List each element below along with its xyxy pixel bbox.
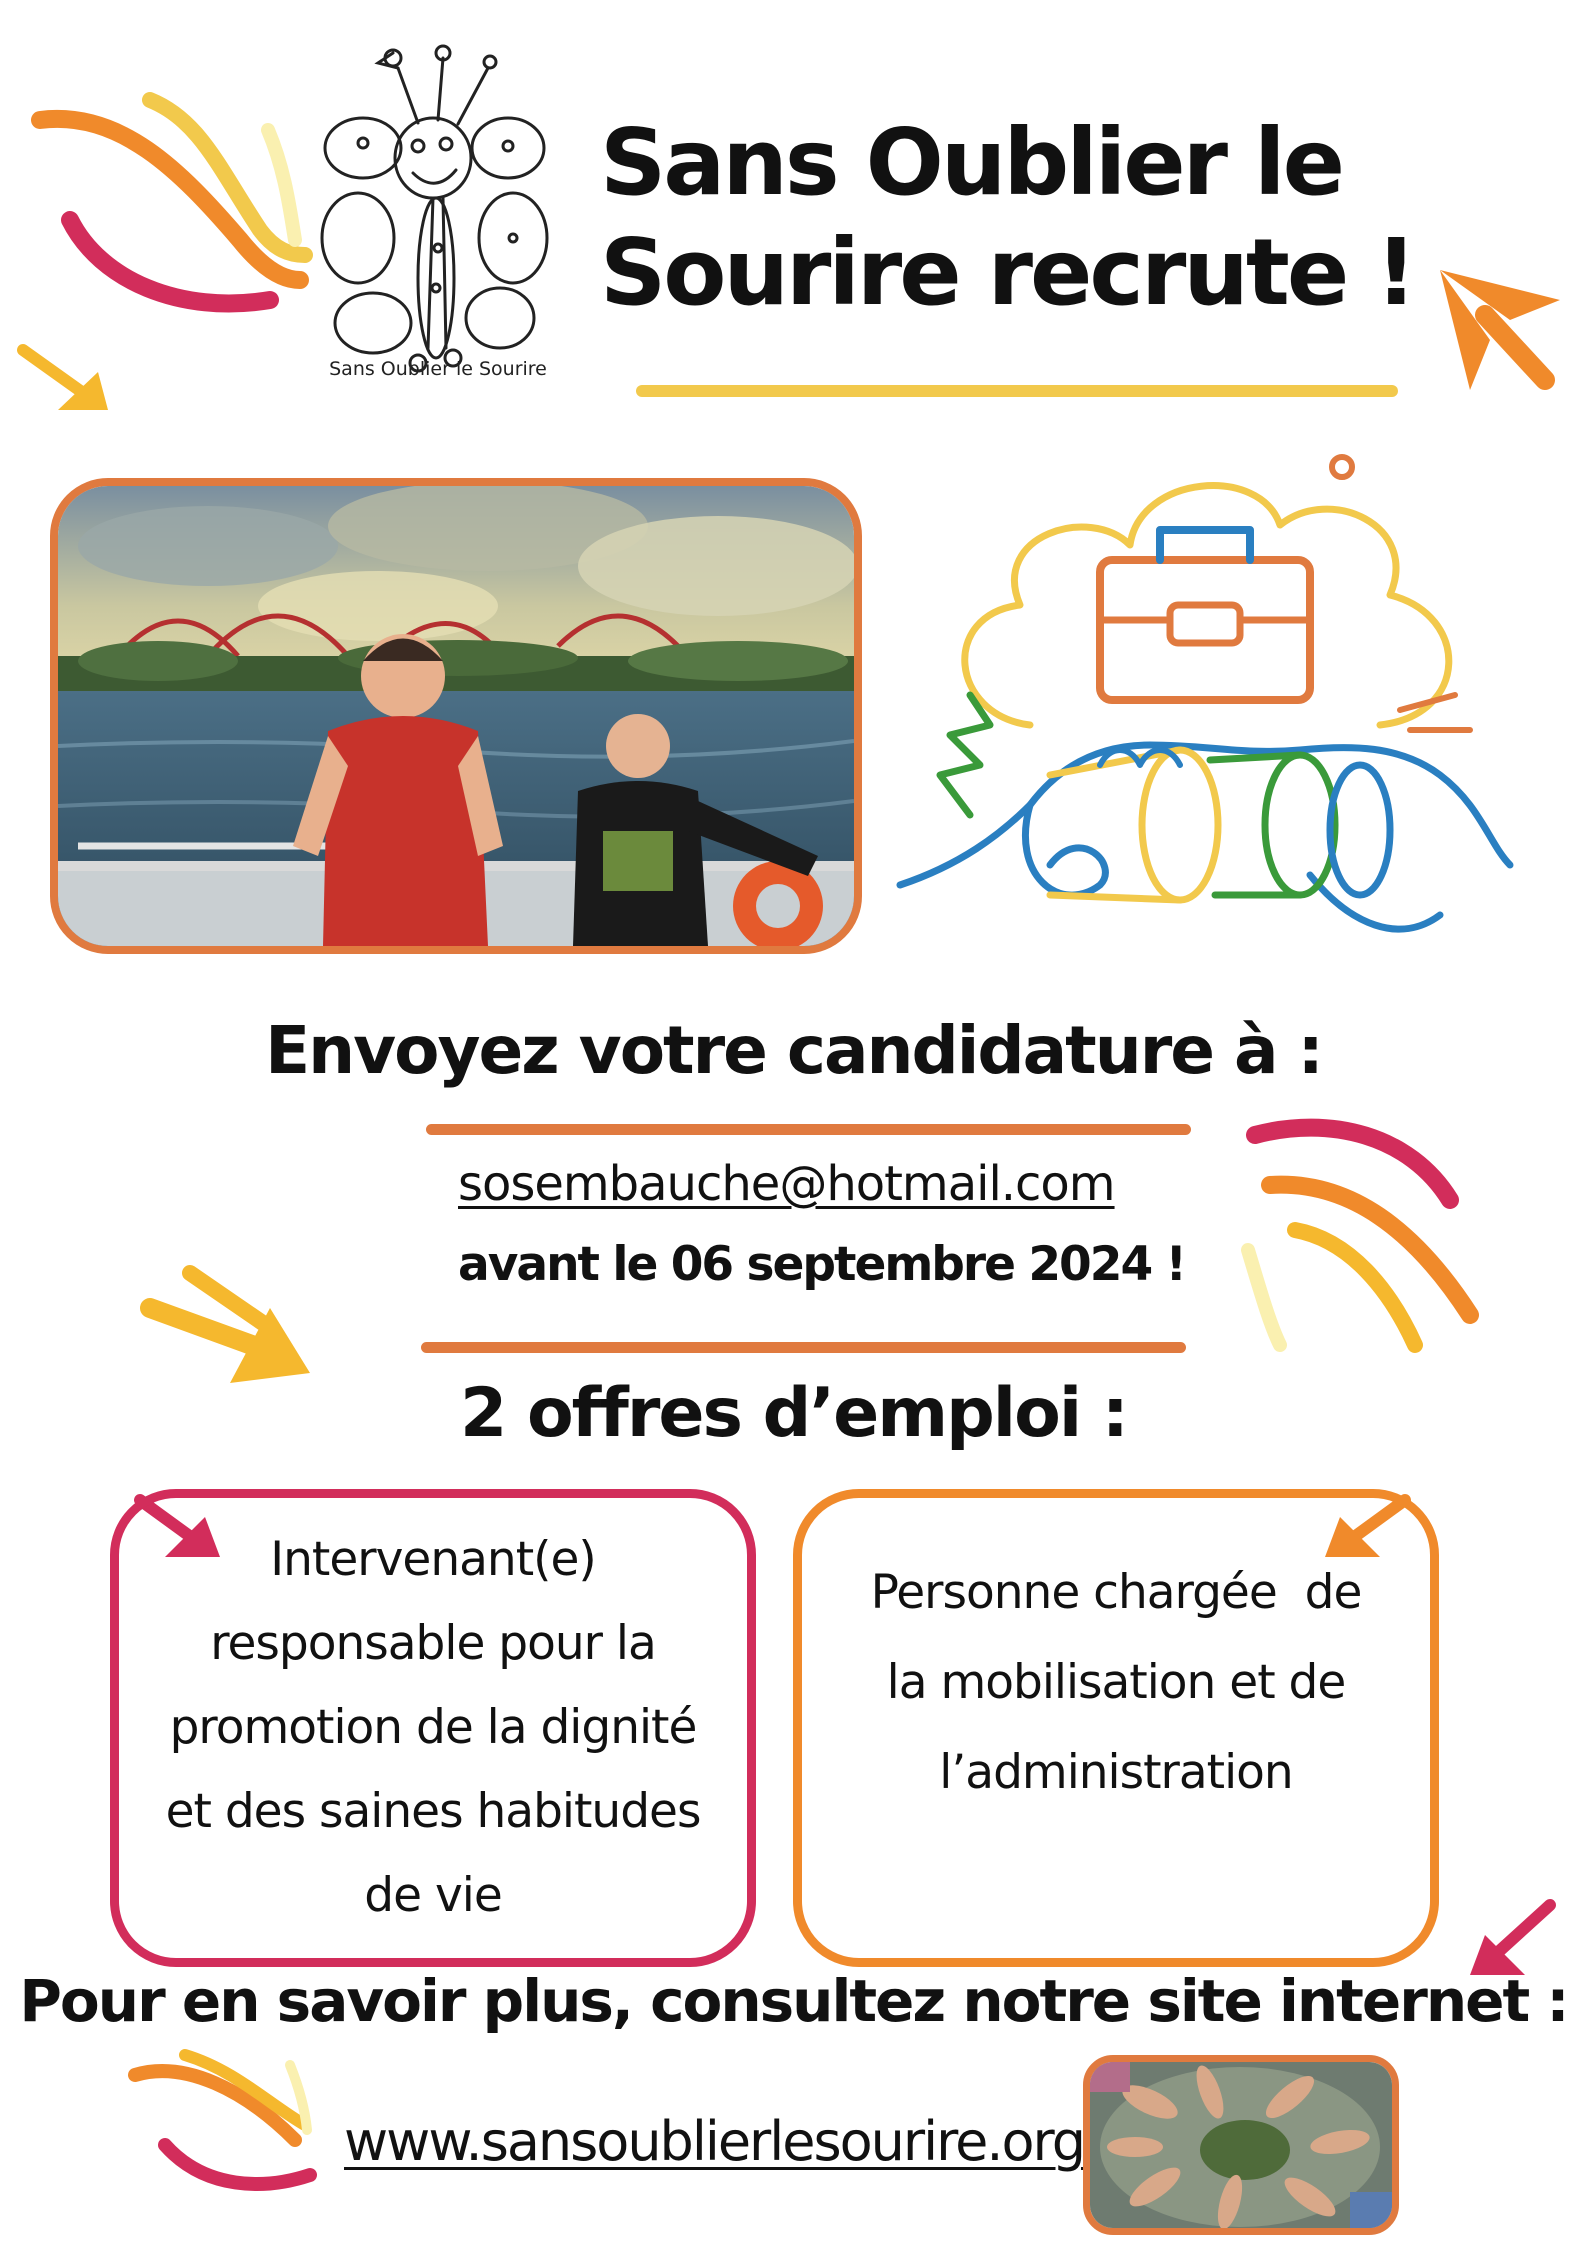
job-offer-1-line: promotion de la dignité	[169, 1700, 697, 1755]
swoosh-middle-right-decoration	[1240, 1110, 1500, 1360]
job-offer-1-line: responsable pour la	[210, 1616, 656, 1671]
boat-photo-illustration	[58, 486, 854, 946]
job-offer-2-line: la mobilisation et de	[886, 1655, 1346, 1710]
boat-photo	[50, 478, 862, 954]
apply-heading: Envoyez votre candidature à :	[265, 1012, 1322, 1089]
title-underline	[636, 385, 1398, 397]
offers-heading: 2 offres d’emploi :	[459, 1374, 1128, 1453]
more-info-heading: Pour en savoir plus, consultez notre site internet :	[19, 1967, 1568, 2035]
contact-email-link[interactable]: sosembauche@hotmail.com	[458, 1156, 1115, 1212]
hands-circle-photo	[1083, 2055, 1399, 2235]
job-offer-card-1	[110, 1489, 756, 1967]
hands-circle-photo-illustration	[1090, 2062, 1392, 2228]
application-deadline: avant le 06 septembre 2024 !	[458, 1237, 1185, 1292]
job-offer-2-text	[871, 1548, 1362, 1818]
website-link[interactable]: www.sansoublierlesourire.org	[344, 2110, 1085, 2173]
job-offer-2-line: Personne chargée de	[870, 1565, 1362, 1620]
divider-bottom	[421, 1342, 1186, 1353]
arrow-icon-top-left	[18, 340, 118, 420]
job-offer-1-line: et des saines habitudes	[165, 1784, 701, 1839]
job-offer-2-line: l’administration	[939, 1745, 1293, 1800]
butterfly-logo-icon	[318, 28, 558, 388]
job-offer-1-line: de vie	[364, 1868, 502, 1923]
page-title	[600, 108, 1500, 328]
job-offer-1-line: Intervenant(e)	[270, 1532, 596, 1587]
briefcase-illustration	[880, 445, 1520, 1005]
job-offer-1-text	[166, 1518, 701, 1938]
arrow-icon-middle-left	[140, 1268, 320, 1388]
swoosh-bottom-left-decoration	[125, 2050, 325, 2200]
logo-caption: Sans Oublier le Sourire	[329, 358, 547, 380]
title-line-1: Sans Oublier le	[600, 109, 1342, 216]
job-offer-card-2	[793, 1489, 1439, 1967]
swoosh-top-left-decoration	[30, 90, 330, 330]
divider-top	[426, 1124, 1191, 1135]
title-line-2: Sourire recrute !	[600, 219, 1415, 326]
